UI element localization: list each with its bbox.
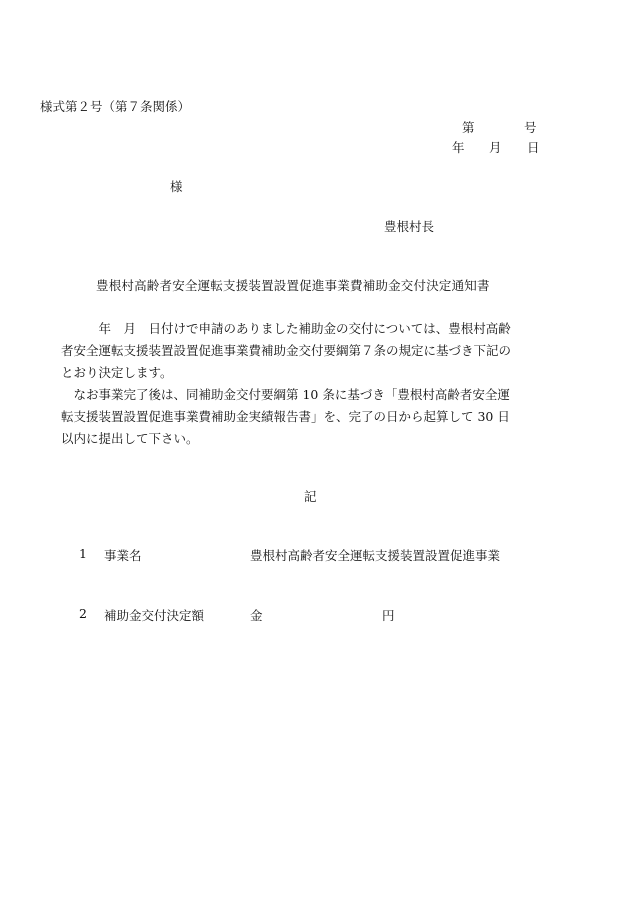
sender-name: 豊根村長 [384, 219, 435, 234]
body-line: なお事業完了後は、同補助金交付要綱第 10 条に基づき「豊根村高齢者安全運 [61, 387, 510, 402]
body-line: 者安全運転支援装置設置促進事業費補助金交付要綱第７条の規定に基づき下記の [61, 343, 512, 358]
date-day-label: 日 [527, 140, 540, 155]
item-value-project-name: 豊根村高齢者安全運転支援装置設置促進事業 [250, 548, 501, 563]
body-line: 年 月 日付けで申請のありました補助金の交付については、豊根村高齢 [61, 321, 511, 336]
document-number-prefix: 第 [462, 120, 475, 135]
date-month-label: 月 [489, 140, 502, 155]
form-number: 様式第２号（第７条関係） [40, 99, 191, 114]
amount-suffix: 円 [382, 608, 395, 623]
ki-heading: 記 [304, 489, 317, 504]
item-number: 1 [79, 546, 87, 561]
amount-prefix: 金 [250, 608, 263, 623]
body-line: 以内に提出して下さい。 [61, 431, 199, 446]
item-label-subsidy-amount: 補助金交付決定額 [104, 608, 205, 623]
item-number: 2 [79, 606, 87, 621]
document-number-suffix: 号 [524, 120, 537, 135]
document-title: 豊根村高齢者安全運転支援装置設置促進事業費補助金交付決定通知書 [96, 278, 490, 293]
addressee-suffix: 様 [170, 179, 183, 194]
date-year-label: 年 [452, 140, 465, 155]
body-text [61, 318, 551, 450]
item-label-project-name: 事業名 [104, 548, 142, 563]
body-line: とおり決定します。 [61, 365, 173, 380]
body-line: 転支援装置設置促進事業費補助金実績報告書」を、完了の日から起算して 30 日 [61, 409, 510, 424]
